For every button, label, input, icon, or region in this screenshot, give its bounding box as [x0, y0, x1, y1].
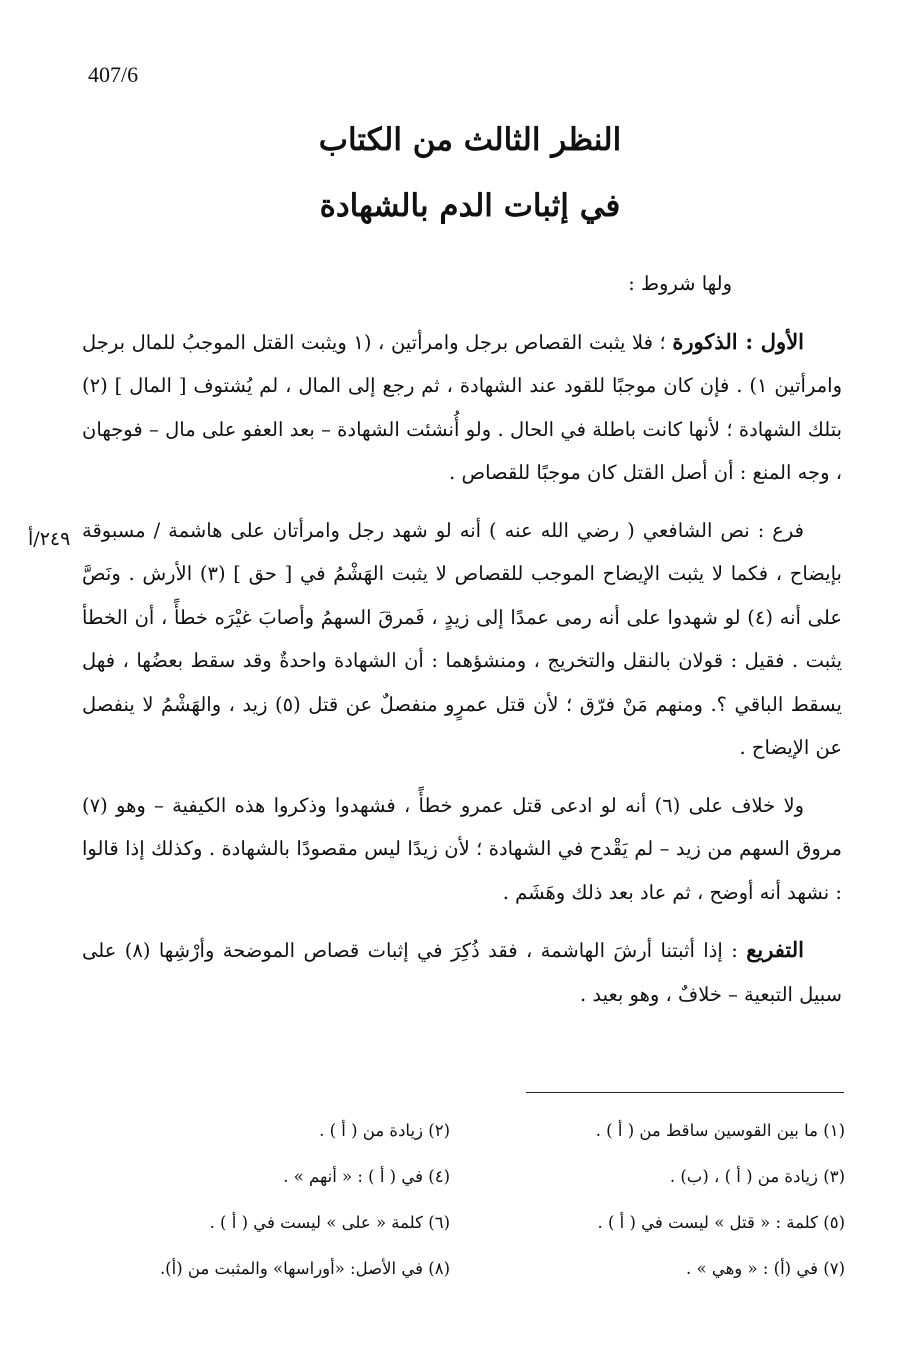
paragraph-body: : إذا أثبتنا أرشَ الهاشمة ، فقد ذُكِرَ في إثبات قصاص الموضحة وأرْشِها (٨) على سبيل التبعية – خلافٌ ، وهو بعيد .: [82, 939, 842, 1006]
footnote: (٣) زيادة من ( أ ) ، (ب) .: [669, 1167, 845, 1186]
footnote: (٥) كلمة : « قتل » ليست في ( أ ) .: [597, 1213, 845, 1232]
footnote: (٦) كلمة « على » ليست في ( أ ) .: [209, 1213, 450, 1232]
footnote: (٤) في ( أ ) : « أنهم » .: [283, 1167, 450, 1186]
paragraph-lead: التفريع: [746, 937, 804, 962]
paragraph-first-condition: [82, 320, 842, 495]
paragraph-no-dispute: ولا خلاف على (٦) أنه لو ادعى قتل عمرو خطأً ، فشهدوا وذكروا هذه الكيفية – وهو (٧) مروق السهم من زيد – لم يَقْدح في الشهادة ؛ لأن زيدًا ليس مقصودًا بالشهادة . وكذلك إذا قالوا : نشهد أنه أوضح ، ثم عاد بعد ذلك وهَشَم .: [82, 793, 842, 904]
footnotes: [95, 1112, 845, 1288]
margin-folio-note: ٢٤٩/أ: [28, 528, 71, 550]
paragraph-branch: فرع : نص الشافعي ( رضي الله عنه ) أنه لو شهد رجل وامرأتان على هاشمة / مسبوقة بإيضاح ، فكما لا يثبت الإيضاح الموجب للقصاص لا يثبت الهَشْمُ في [ حق ] (٣) الأرش . ونَصَّ على أنه (٤) لو شهدوا على أنه رمى عمدًا إلى زيدٍ ، فَمرقَ السهمُ وأصابَ غيْرَه خطأً ، أن الخطأ يثبت . فقيل : قولان بالنقل والتخريج ، ومنشؤهما : أن الشهادة واحدةٌ وقد سقط بعضُها ، فهل يسقط الباقي ؟. ومنهم مَنْ فرّق ؛ لأن قتل عمرٍو منفصلٌ عن قتل (٥) زيد ، والهَشْمُ لا ينفصل عن الإيضاح .: [82, 518, 843, 759]
main-text: [82, 262, 842, 1016]
chapter-title: النظر الثالث من الكتاب: [318, 122, 622, 158]
chapter-subtitle: في إثبات الدم بالشهادة: [319, 188, 621, 224]
footnote-separator: [526, 1092, 844, 1093]
footnote: (٧) في (أ) : « وهي » .: [686, 1259, 845, 1278]
footnote: (٢) زيادة من ( أ ) .: [319, 1121, 450, 1140]
paragraph-tafree: [82, 928, 842, 1016]
page-number: 407/6: [88, 62, 139, 87]
paragraph-lead: الأول : الذكورة: [672, 328, 804, 354]
intro-line: ولها شروط :: [628, 272, 732, 295]
paragraph-body: ؛ فلا يثبت القصاص برجل وامرأتين ، (١ ويثبت القتل الموجبُ للمال برجل وامرأتين ١) . فإن كان موجبًا للقود عند الشهادة ، ثم رجع إلى المال ، لم يُشتوف [ المال ] (٢) بتلك الشهادة ؛ لأنها كانت باطلة في الحال . ولو أُنشئت الشهادة – بعد العفو على مال – فوجهان ، وجه المنع : أن أصل القتل كان موجبًا للقصاص .: [82, 330, 843, 484]
footnote: (١) ما بين القوسين ساقط من ( أ ) .: [595, 1121, 845, 1140]
footnote: (٨) في الأصل: «أوراسها» والمثبت من (أ).: [159, 1259, 450, 1278]
